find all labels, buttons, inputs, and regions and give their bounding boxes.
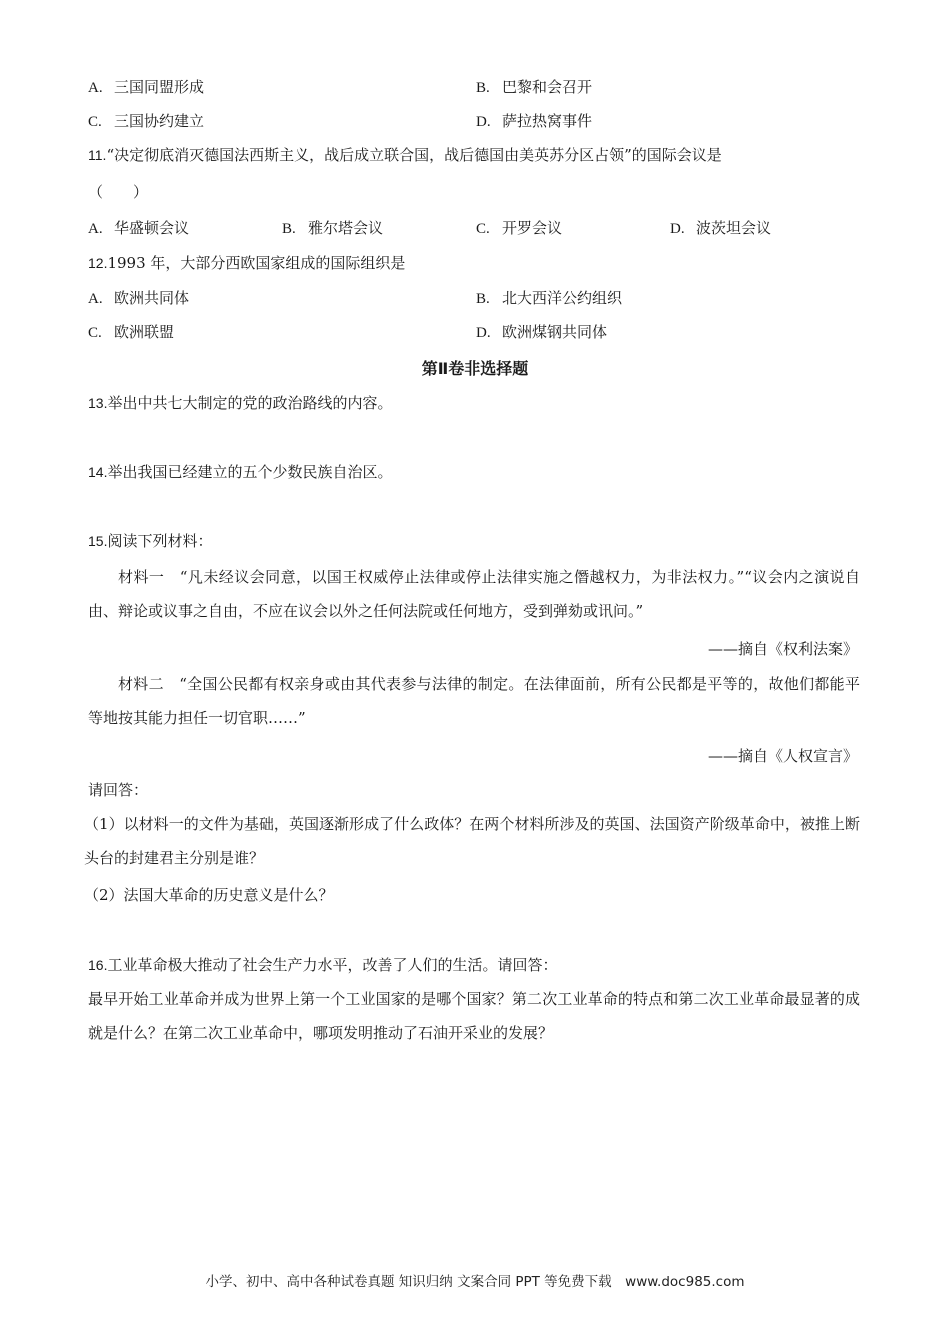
q12-option-b <box>476 288 622 309</box>
option-text: 三国协约建立 <box>114 112 205 130</box>
question-number: 11. <box>88 147 107 163</box>
q10-option-b <box>476 77 592 98</box>
q10-option-a <box>88 77 204 98</box>
option-key: A. <box>88 221 103 237</box>
q15-source-1: ——摘自《权利法案》 <box>707 640 858 658</box>
q15-sub-question-2: （2）法国大革命的历史意义是什么？ <box>84 886 334 904</box>
question-text: 工业革命极大推动了社会生产力水平，改善了人们的生活。请回答： <box>107 956 558 974</box>
option-text: 巴黎和会召开 <box>502 78 593 96</box>
q10-option-d <box>476 111 592 132</box>
option-key: D. <box>670 221 685 237</box>
q12-option-d <box>476 322 607 343</box>
q15-material-2: 材料二 “全国公民都有权亲身或由其代表参与法律的制定。在法律面前，所有公民都是平等的，故他们都能平等地按其能力担任一切官职……” <box>88 675 860 727</box>
q11-option-d <box>670 218 771 239</box>
question-number: 14. <box>88 464 108 480</box>
option-key: C. <box>88 114 102 130</box>
option-text: 雅尔塔会议 <box>308 219 384 237</box>
option-text: 萨拉热窝事件 <box>502 112 593 130</box>
question-text: “决定彻底消灭德国法西斯主义，战后成立联合国，战后德国由美英苏分区占领”的国际会议是 <box>106 146 722 164</box>
option-key: C. <box>88 325 102 341</box>
option-text: 欧洲煤钢共同体 <box>502 323 608 341</box>
question-number: 16. <box>88 957 108 973</box>
option-text: 波茨坦会议 <box>696 219 772 237</box>
option-key: D. <box>476 325 491 341</box>
q12-option-c <box>88 322 174 343</box>
question-text: 举出我国已经建立的五个少数民族自治区。 <box>107 463 393 481</box>
question-text: 阅读下列材料： <box>107 532 213 550</box>
q11-blank: （ ） <box>88 183 149 201</box>
q15-sub-question-1: （1）以材料一的文件为基础，英国逐渐形成了什么政体？在两个材料所涉及的英国、法国资产阶级革命中，被推上断头台的封建君主分别是谁？ <box>84 815 860 867</box>
option-key: A. <box>88 80 103 96</box>
q11-stem <box>88 145 722 165</box>
q16-stem <box>88 955 557 975</box>
q11-option-c <box>476 218 562 239</box>
option-text: 开罗会议 <box>502 219 563 237</box>
option-text: 欧洲联盟 <box>114 323 175 341</box>
q11-option-a <box>88 218 189 239</box>
q15-source-2: ——摘自《人权宣言》 <box>707 747 858 765</box>
q12-option-a <box>88 288 189 309</box>
q15-material-1: 材料一 “凡未经议会同意，以国王权威停止法律或停止法律实施之僭越权力，为非法权力。”“议会内之演说自由、辩论或议事之自由，不应在议会以外之任何法院或任何地方，受到弹劾或讯问。” <box>88 568 860 620</box>
question-text: 1993 年，大部分西欧国家组成的国际组织是 <box>107 254 406 272</box>
question-number: 13. <box>88 395 108 411</box>
q11-option-b <box>282 218 383 239</box>
q16-question: 最早开始工业革命并成为世界上第一个工业国家的是哪个国家？第二次工业革命的特点和第二次工业革命最显著的成就是什么？在第二次工业革命中，哪项发明推动了石油开采业的发展？ <box>88 990 860 1042</box>
q10-option-c <box>88 111 204 132</box>
option-text: 三国同盟形成 <box>114 78 205 96</box>
q14 <box>88 462 392 482</box>
option-key: A. <box>88 291 103 307</box>
question-number: 15. <box>88 533 108 549</box>
option-text: 北大西洋公约组织 <box>502 289 623 307</box>
q12-stem <box>88 253 405 273</box>
q15-intro <box>88 531 212 551</box>
question-text: 举出中共七大制定的党的政治路线的内容。 <box>107 394 393 412</box>
option-key: B. <box>476 291 490 307</box>
question-number: 12. <box>88 255 108 271</box>
option-key: C. <box>476 221 490 237</box>
section-title: 第Ⅱ卷非选择题 <box>421 359 529 378</box>
q13 <box>88 393 392 413</box>
q15-prompt: 请回答： <box>88 781 149 799</box>
footer-text: 小学、初中、高中各种试卷真题 知识归纳 文案合同 PPT 等免费下载 www.doc985.com <box>205 1274 745 1290</box>
option-key: D. <box>476 114 491 130</box>
option-key: B. <box>476 80 490 96</box>
option-text: 欧洲共同体 <box>114 289 190 307</box>
option-text: 华盛顿会议 <box>114 219 190 237</box>
option-key: B. <box>282 221 296 237</box>
